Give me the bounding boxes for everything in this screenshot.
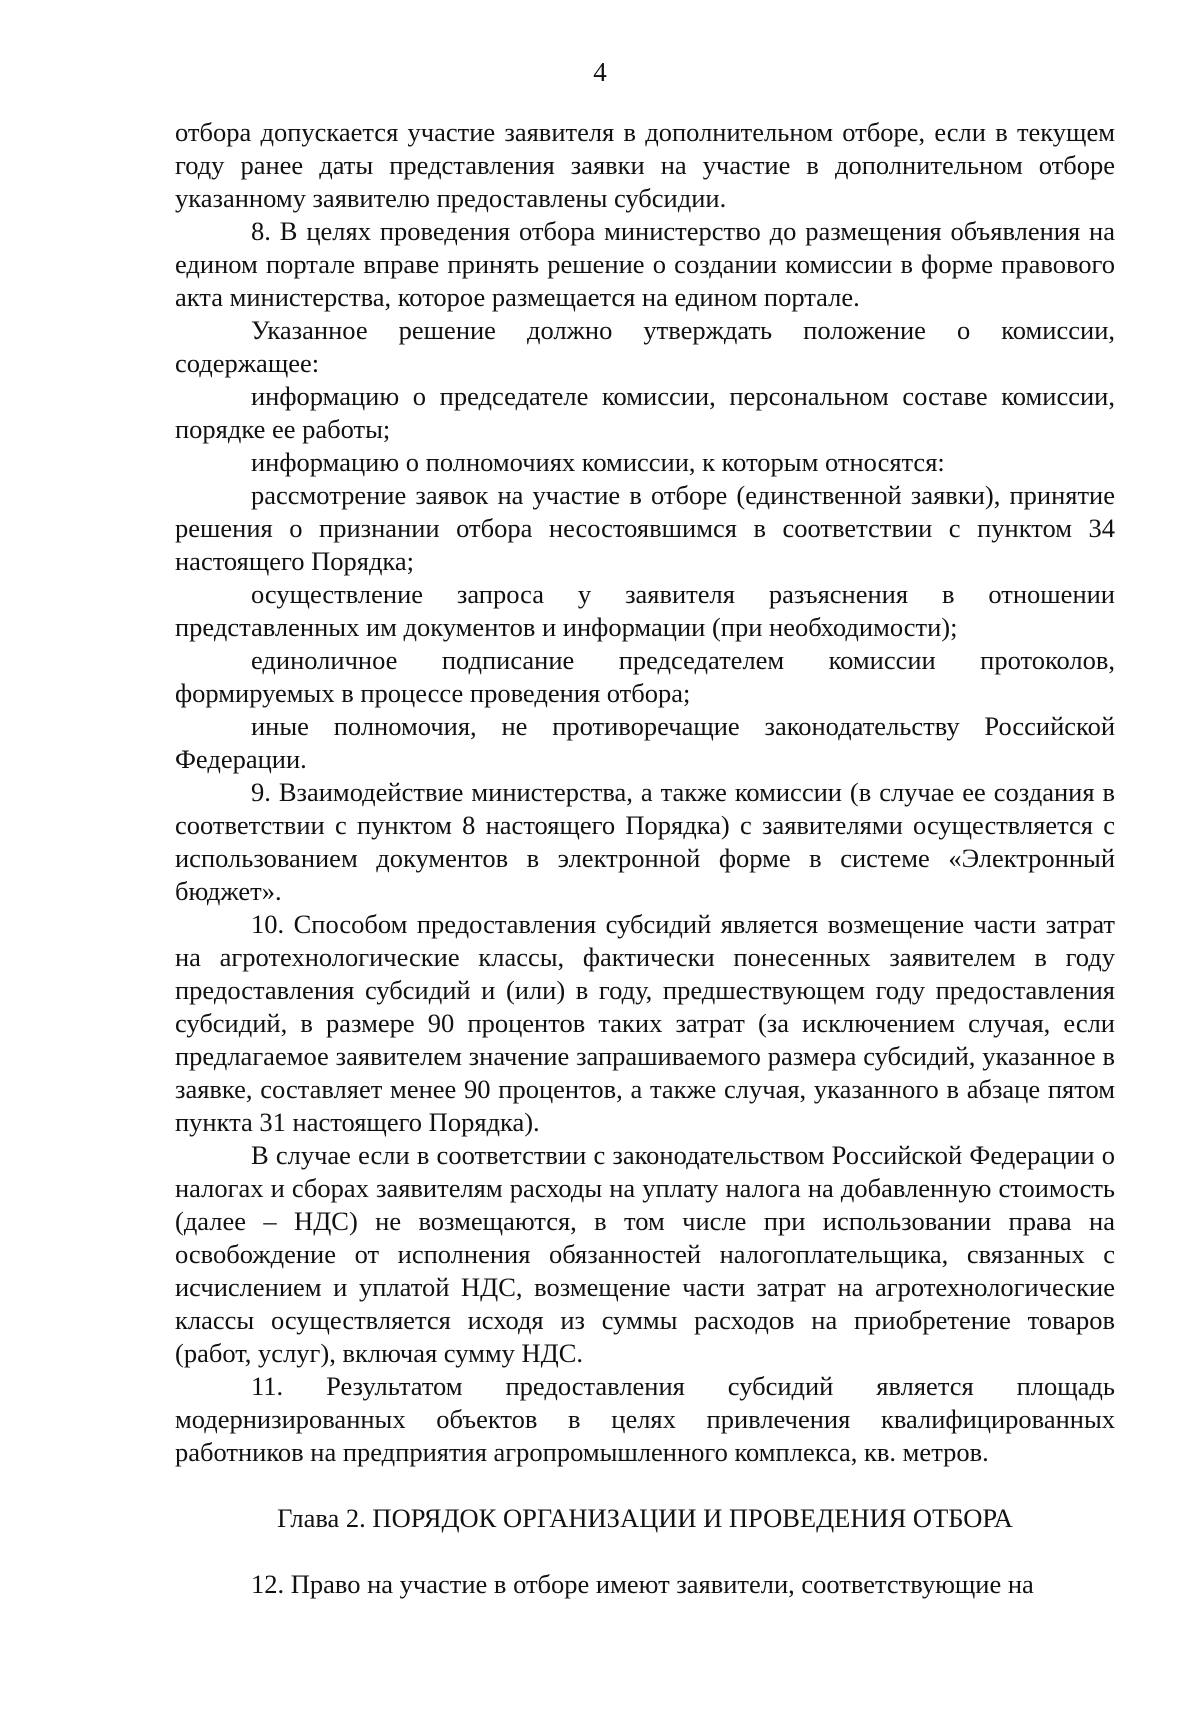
chapter-heading: Глава 2. ПОРЯДОК ОРГАНИЗАЦИИ И ПРОВЕДЕНИЯ ОТБОРА — [277, 1503, 1013, 1533]
paragraph-item-12: 12. Право на участие в отборе имеют заявители, соответствующие на — [251, 1569, 1034, 1599]
paragraph-power-request: осуществление запроса у заявителя разъяснения в отношении представленных им документов и информации (при необходимости); — [175, 579, 1115, 642]
page-number: 4 — [593, 57, 607, 87]
document-body — [175, 116, 1115, 1601]
paragraph-continuation: отбора допускается участие заявителя в дополнительном отборе, если в текущем году ранее даты представления заявки на участие в дополнительном отборе указанному заявителю предоставлены субсидии. — [175, 117, 1115, 213]
paragraph-powers-info: информацию о полномочиях комиссии, к которым относятся: — [251, 447, 945, 477]
paragraph-power-signing: единоличное подписание председателем комиссии протоколов, формируемых в процессе проведения отбора; — [175, 645, 1115, 708]
paragraph-item-9: 9. Взаимодействие министерства, а также комиссии (в случае ее создания в соответствии с пунктом 8 настоящего Порядка) с заявителями осуществляется с использованием документов в электронной форме в системе «Электронный бюджет». — [175, 777, 1115, 906]
paragraph-power-review: рассмотрение заявок на участие в отборе (единственной заявки), принятие решения о признании отбора несостоявшимся в соответствии с пунктом 34 настоящего Порядка; — [175, 480, 1115, 576]
paragraph-item-8: 8. В целях проведения отбора министерство до размещения объявления на едином портале вправе принять решение о создании комиссии в форме правового акта министерства, которое размещается на едином портале. — [175, 216, 1115, 312]
paragraph-item-10: 10. Способом предоставления субсидий является возмещение части затрат на агротехнологические классы, фактически понесенных заявителем в году предоставления субсидий и (или) в году, предшествующем году предоставления субсидий, в размере 90 процентов таких затрат (за исключением случая, если предлагаемое заявителем значение запрашиваемого размера субсидий, указанное в заявке, составляет менее 90 процентов, а также случая, указанного в абзаце пятом пункта 31 настоящего Порядка). — [175, 909, 1115, 1137]
paragraph-power-other: иные полномочия, не противоречащие законодательству Российской Федерации. — [175, 711, 1115, 774]
paragraph-vat: В случае если в соответствии с законодательством Российской Федерации о налогах и сборах заявителям расходы на уплату налога на добавленную стоимость (далее – НДС) не возмещаются, в том числе при использовании права на освобождение от исполнения обязанностей налогоплательщика, связанных с исчислением и уплатой НДС, возмещение части затрат на агротехнологические классы осуществляется исходя из суммы расходов на приобретение товаров (работ, услуг), включая сумму НДС. — [175, 1140, 1115, 1368]
paragraph-commission-decision: Указанное решение должно утверждать положение о комиссии, содержащее: — [175, 315, 1115, 378]
paragraph-chairman-info: информацию о председателе комиссии, персональном составе комиссии, порядке ее работы; — [175, 381, 1115, 444]
paragraph-item-11: 11. Результатом предоставления субсидий является площадь модернизированных объектов в целях привлечения квалифицированных работников на предприятия агропромышленного комплекса, кв. метров. — [175, 1371, 1115, 1467]
